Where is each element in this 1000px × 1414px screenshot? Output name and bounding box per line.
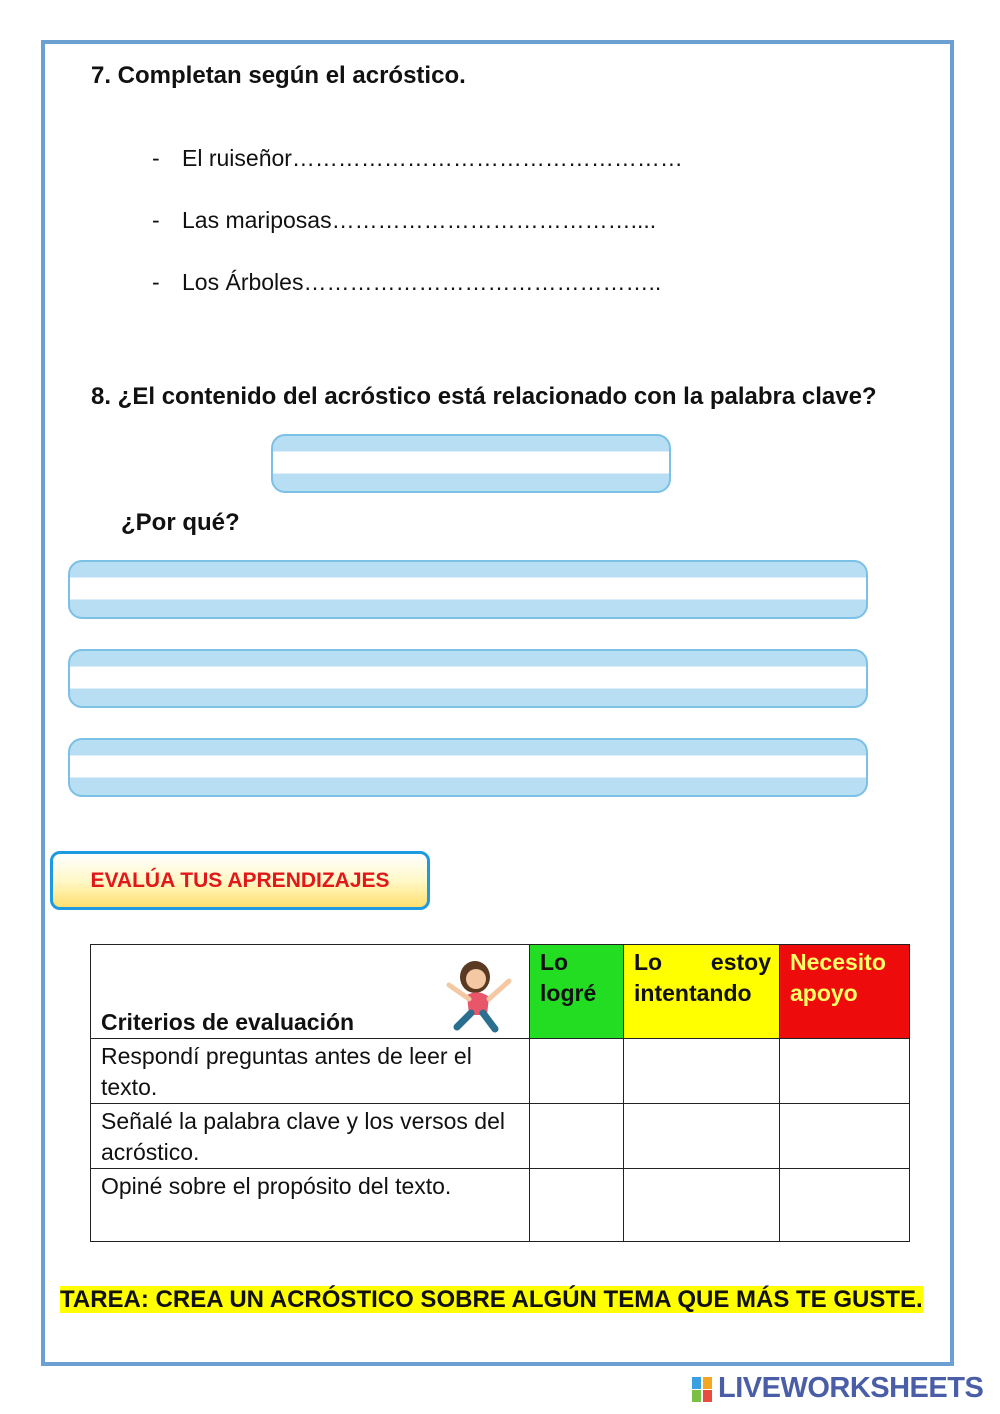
checkbox-cell-necesito-apoyo[interactable] [780,1104,910,1169]
evalua-label: EVALÚA TUS APRENDIZAJES [90,868,390,892]
checkbox-cell-intentando[interactable] [624,1039,780,1104]
brand-name: LIVEWORKSHEETS [718,1372,984,1404]
child-illustration-icon [439,955,519,1035]
level-header-logre: Lo logré [530,945,624,1039]
q7-item-text: Las mariposas………………………………….... [182,207,657,233]
criteria-header-label: Criterios de evaluación [101,1009,355,1035]
evalua-banner [50,851,430,910]
table-row [91,1039,910,1104]
bullet-dash: - [152,145,160,171]
level-header-necesito-apoyo: Necesito apoyo [780,945,910,1039]
checkbox-cell-logre[interactable] [530,1169,624,1242]
homework-label: TAREA: CREA UN ACRÓSTICO SOBRE ALGÚN TEMA QUE MÁS TE GUSTE. [60,1286,923,1313]
evaluation-table [90,944,910,1242]
checkbox-cell-intentando[interactable] [624,1104,780,1169]
checkbox-cell-necesito-apoyo[interactable] [780,1039,910,1104]
checkbox-cell-necesito-apoyo[interactable] [780,1169,910,1242]
porque-answer-field-1[interactable] [68,560,868,619]
q8-answer-field[interactable] [271,434,671,493]
checkbox-cell-logre[interactable] [530,1104,624,1169]
question-7-title: 7. Completan según el acróstico. [91,62,466,89]
criterion-cell: Señalé la palabra clave y los versos del acróstico. [91,1104,530,1169]
question-8-title: 8. ¿El contenido del acróstico está relacionado con la palabra clave? [91,383,877,410]
criterion-cell: Respondí preguntas antes de leer el texto. [91,1039,530,1104]
criteria-header-cell [91,945,530,1039]
checkbox-cell-intentando[interactable] [624,1169,780,1242]
porque-answer-field-3[interactable] [68,738,868,797]
table-row [91,1104,910,1169]
q7-item-ruisenor [152,145,683,172]
level-header-intentando: Lo estoy intentando [624,945,780,1039]
table-row [91,1169,910,1242]
bullet-dash: - [152,207,160,233]
porque-answer-field-2[interactable] [68,649,868,708]
bullet-dash: - [152,269,160,295]
brand-logo [692,1372,983,1405]
liveworksheets-logo-icon [692,1375,714,1403]
checkbox-cell-logre[interactable] [530,1039,624,1104]
criterion-cell: Opiné sobre el propósito del texto. [91,1169,530,1242]
porque-label: ¿Por qué? [121,509,240,536]
homework-text [60,1283,940,1316]
q7-item-text: Los Árboles……………………………………….. [182,269,662,295]
q7-item-mariposas [152,207,656,234]
q7-item-arboles [152,269,661,296]
table-header-row [91,945,910,1039]
q7-item-text: El ruiseñor…………………………………………… [182,145,683,171]
